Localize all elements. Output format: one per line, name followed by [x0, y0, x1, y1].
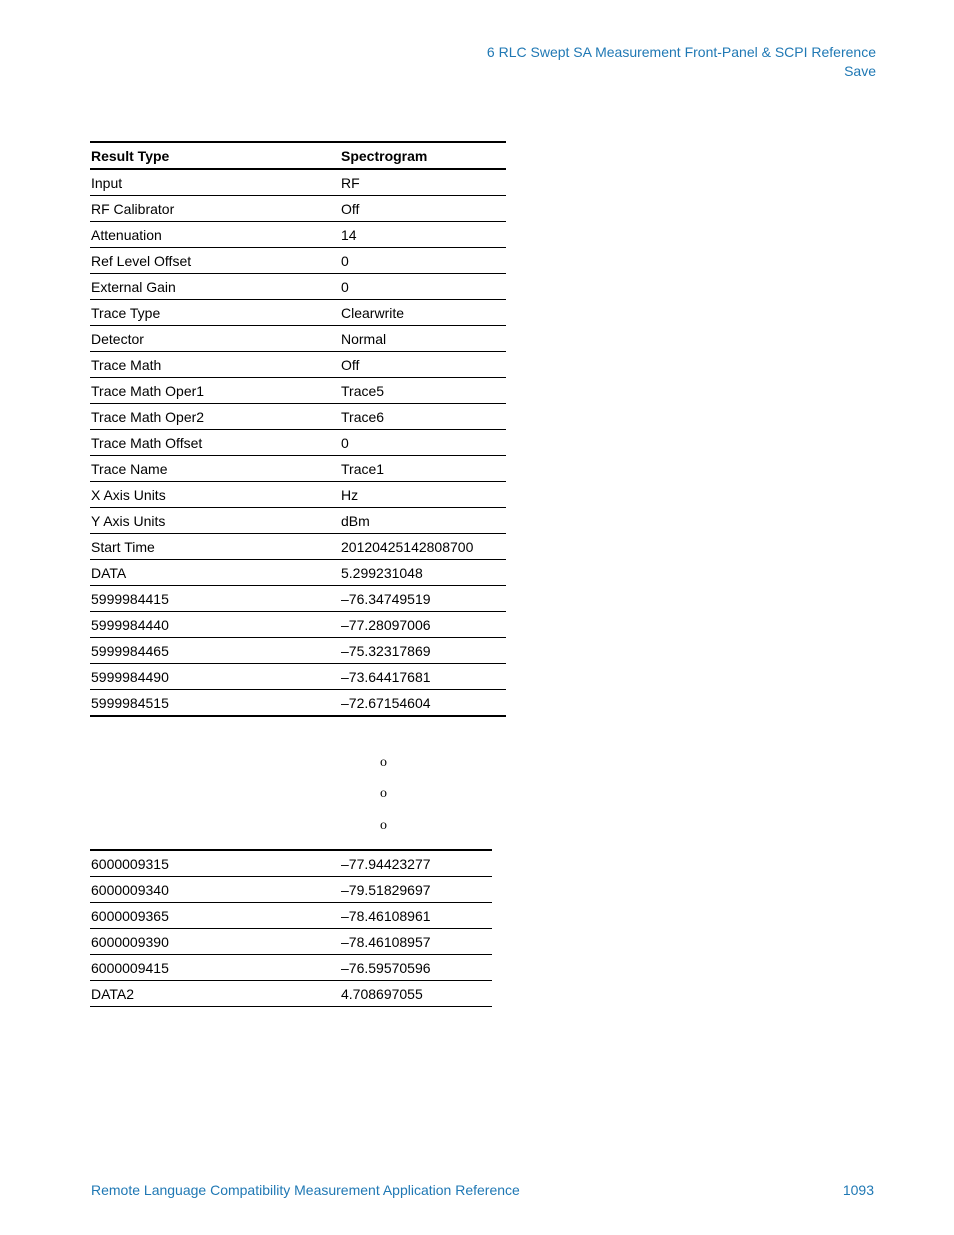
row-label-cell: Trace Math Oper1: [90, 378, 340, 404]
table-row: [90, 352, 506, 378]
table-row: [90, 877, 492, 903]
row-value-cell: dBm: [340, 508, 506, 534]
table-row: [90, 586, 506, 612]
row-label-cell: 5999984515: [91, 694, 169, 711]
row-value-cell: Trace1: [340, 456, 506, 482]
row-value-cell: –76.59570596: [340, 955, 492, 981]
row-label-cell: Ref Level Offset: [90, 248, 340, 274]
table-row: [90, 222, 506, 248]
row-label-cell: 5999984490: [90, 664, 340, 690]
row-value-cell: Off: [340, 352, 506, 378]
row-value-cell: 14: [340, 222, 506, 248]
table-header-row: [90, 142, 506, 169]
table-row: [90, 404, 506, 430]
row-label-cell: Start Time: [90, 534, 340, 560]
section-title: Save: [844, 63, 876, 79]
ellipsis-mark: o: [380, 818, 387, 833]
table-row: [90, 955, 492, 981]
row-value-cell: –77.94423277: [340, 850, 492, 877]
row-label-cell: DATA2: [91, 985, 135, 1002]
row-value-cell: –77.28097006: [340, 612, 506, 638]
table-row: [90, 981, 492, 1007]
row-value-cell: –75.32317869: [340, 638, 506, 664]
table-row: [90, 430, 506, 456]
row-label-cell: 6000009340: [90, 877, 340, 903]
row-label-cell: 6000009415: [90, 955, 340, 981]
row-label-cell: Y Axis Units: [90, 508, 340, 534]
row-value-cell: –72.67154604: [341, 694, 431, 711]
row-label-cell: Input: [90, 169, 340, 196]
row-label-cell: Detector: [90, 326, 340, 352]
table-row: [90, 903, 492, 929]
table-row: [90, 326, 506, 352]
row-label-cell: Trace Type: [90, 300, 340, 326]
page-number: 1093: [842, 1182, 874, 1198]
row-value-cell: 0: [340, 430, 506, 456]
row-label-cell: DATA: [90, 560, 340, 586]
table-row: [90, 378, 506, 404]
table-row: [90, 690, 506, 717]
ellipsis-mark: o: [380, 786, 387, 801]
table-row: [90, 612, 506, 638]
row-value-cell: –78.46108957: [340, 929, 492, 955]
table-row: [90, 534, 506, 560]
footer-title: Remote Language Compatibility Measurement Application Reference: [91, 1182, 520, 1198]
row-value-cell: Off: [340, 196, 506, 222]
table-row: [90, 274, 506, 300]
table-row: [90, 248, 506, 274]
result-table-continued: [90, 849, 492, 1007]
row-value-cell: Hz: [340, 482, 506, 508]
table-row: [90, 508, 506, 534]
row-label-cell: 6000009365: [90, 903, 340, 929]
running-header: [487, 43, 876, 81]
ellipsis-mark: o: [380, 755, 387, 770]
table-row: [90, 560, 506, 586]
row-label-cell: 6000009390: [90, 929, 340, 955]
row-value-cell: –73.64417681: [340, 664, 506, 690]
row-value-cell: –76.34749519: [340, 586, 506, 612]
table-row: [90, 300, 506, 326]
row-label-cell: Trace Math Offset: [90, 430, 340, 456]
table-row: [90, 850, 492, 877]
table-row: [90, 196, 506, 222]
table-row: [90, 664, 506, 690]
table-row: [90, 638, 506, 664]
table-row: [90, 929, 492, 955]
row-value-cell: Clearwrite: [340, 300, 506, 326]
row-label-cell: 5999984415: [90, 586, 340, 612]
row-value-cell: 5.299231048: [340, 560, 506, 586]
column-header: Result Type: [90, 142, 340, 169]
row-label-cell: 6000009315: [90, 850, 340, 877]
row-value-cell: –78.46108961: [340, 903, 492, 929]
row-value-cell: RF: [340, 169, 506, 196]
row-label-cell: 5999984440: [90, 612, 340, 638]
column-header: Spectrogram: [340, 142, 506, 169]
row-label-cell: Trace Name: [90, 456, 340, 482]
row-value-cell: Trace6: [340, 404, 506, 430]
row-value-cell: 4.708697055: [341, 985, 423, 1002]
row-label-cell: External Gain: [90, 274, 340, 300]
row-label-cell: Trace Math: [90, 352, 340, 378]
row-value-cell: 0: [340, 274, 506, 300]
row-value-cell: –79.51829697: [340, 877, 492, 903]
row-label-cell: Attenuation: [90, 222, 340, 248]
row-value-cell: 20120425142808700: [340, 534, 506, 560]
row-label-cell: RF Calibrator: [90, 196, 340, 222]
table-row: [90, 456, 506, 482]
result-table: [90, 141, 506, 717]
row-value-cell: 0: [340, 248, 506, 274]
row-label-cell: 5999984465: [90, 638, 340, 664]
row-value-cell: Normal: [340, 326, 506, 352]
chapter-title: 6 RLC Swept SA Measurement Front-Panel & SCPI Reference: [486, 44, 876, 60]
table-row: [90, 169, 506, 196]
row-label-cell: Trace Math Oper2: [90, 404, 340, 430]
row-label-cell: X Axis Units: [90, 482, 340, 508]
row-value-cell: Trace5: [340, 378, 506, 404]
table-row: [90, 482, 506, 508]
